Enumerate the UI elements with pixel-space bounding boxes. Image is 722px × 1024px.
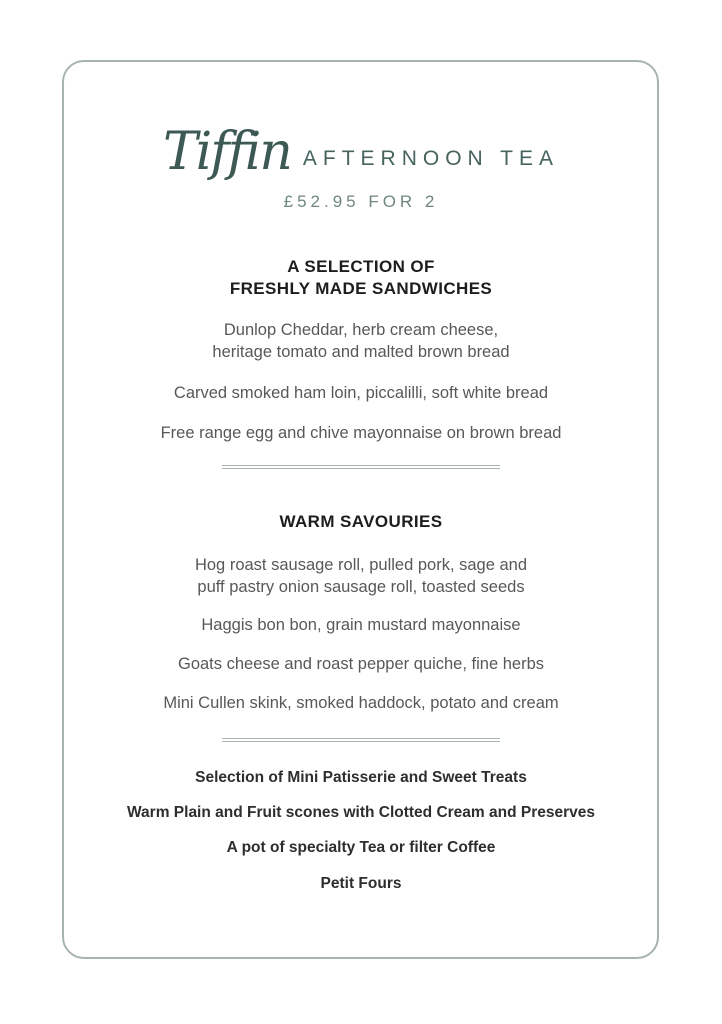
menu-price: £52.95 FOR 2 bbox=[283, 192, 439, 211]
section-divider bbox=[222, 738, 500, 742]
section-heading-warm-savouries: WARM SAVOURIES bbox=[279, 512, 443, 531]
section-divider bbox=[222, 465, 500, 469]
menu-item: Mini Cullen skink, smoked haddock, potato and cream bbox=[163, 694, 559, 712]
menu-item-line: heritage tomato and malted brown bread bbox=[212, 343, 510, 361]
finale-item: Petit Fours bbox=[320, 875, 402, 892]
menu-item: Carved smoked ham loin, piccalilli, soft white bread bbox=[173, 384, 549, 402]
menu-item-line: Hog roast sausage roll, pulled pork, sage and bbox=[194, 556, 528, 574]
menu-item-line: Dunlop Cheddar, herb cream cheese, bbox=[223, 321, 499, 339]
section-heading-line: A SELECTION OF bbox=[287, 257, 435, 276]
finale-item: Warm Plain and Fruit scones with Clotted Cream and Preserves bbox=[127, 804, 595, 821]
menu-item bbox=[0, 554, 722, 598]
finale-item: Selection of Mini Patisserie and Sweet Treats bbox=[195, 769, 527, 786]
section-heading-line: FRESHLY MADE SANDWICHES bbox=[229, 279, 493, 298]
finale-item: A pot of specialty Tea or filter Coffee bbox=[226, 839, 496, 856]
brand-script-logo: Tiffin bbox=[162, 122, 291, 182]
menu-item: Goats cheese and roast pepper quiche, fine herbs bbox=[178, 655, 544, 673]
menu-item bbox=[0, 319, 722, 363]
menu-item-line: puff pastry onion sausage roll, toasted seeds bbox=[197, 578, 525, 596]
menu-item: Free range egg and chive mayonnaise on brown bread bbox=[160, 424, 562, 442]
menu-title: AFTERNOON TEA bbox=[302, 147, 560, 171]
menu-header bbox=[0, 116, 722, 189]
section-heading-sandwiches bbox=[0, 256, 722, 300]
menu-item: Haggis bon bon, grain mustard mayonnaise bbox=[201, 616, 521, 634]
